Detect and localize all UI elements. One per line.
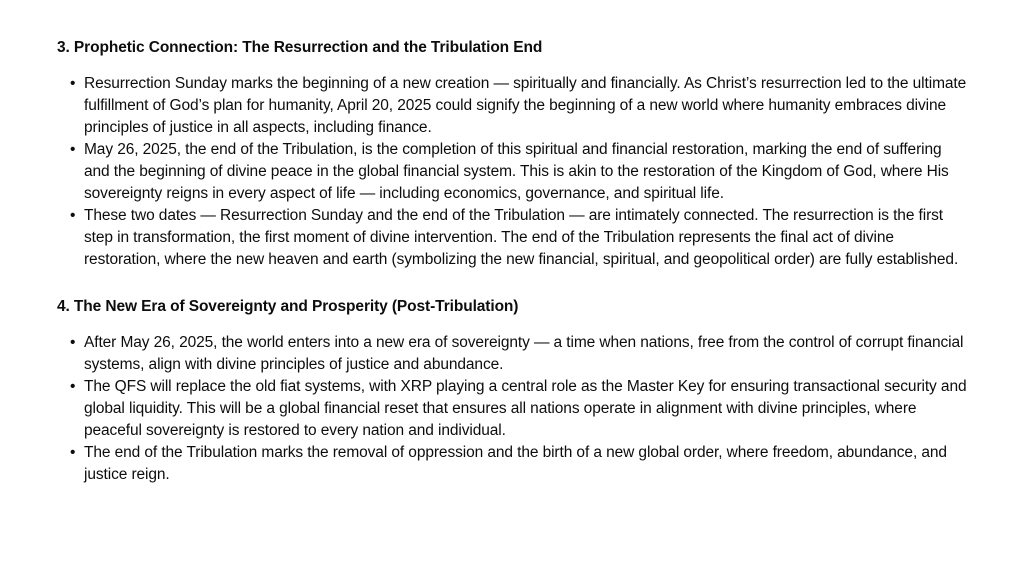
list-item: [70, 139, 969, 205]
bullet-icon: •: [70, 207, 76, 224]
list-item: [70, 332, 969, 376]
section-heading: 3. Prophetic Connection: The Resurrection and the Tribulation End: [57, 39, 543, 56]
section-new-era: [57, 296, 969, 486]
document-content: [57, 37, 969, 486]
bullet-icon: •: [70, 334, 76, 351]
list-item-text: These two dates — Resurrection Sunday and the end of the Tribulation — are intimately connected. The resurrection is the first step in transformation, the first moment of divine intervention. The end of the Tribulation represents the final act of divine restoration, where the new heaven and earth (symbolizing the new financial, spiritual, and geopolitical order) are fully established.: [84, 207, 959, 268]
list-item: [70, 376, 969, 442]
bullet-icon: •: [70, 444, 76, 461]
bullet-icon: •: [70, 75, 76, 92]
section-heading: 4. The New Era of Sovereignty and Prosperity (Post-Tribulation): [57, 298, 519, 315]
list-item-text: After May 26, 2025, the world enters into a new era of sovereignty — a time when nations, free from the control of corrupt financial systems, align with divine principles of justice and abundance.: [84, 334, 964, 373]
bullet-list: [57, 73, 969, 271]
section-prophetic-connection: [57, 37, 969, 271]
bullet-icon: •: [70, 378, 76, 395]
list-item: [70, 205, 969, 271]
list-item-text: The QFS will replace the old fiat systems, with XRP playing a central role as the Master Key for ensuring transactional security and global liquidity. This will be a global financial reset that ensures all nations operate in alignment with divine principles, where peaceful sovereignty is restored to every nation and individual.: [84, 378, 967, 439]
list-item-text: The end of the Tribulation marks the removal of oppression and the birth of a new global order, where freedom, abundance, and justice reign.: [84, 444, 947, 483]
bullet-list: [57, 332, 969, 486]
list-item-text: Resurrection Sunday marks the beginning of a new creation — spiritually and financially. As Christ’s resurrection led to the ultimate fulfillment of God’s plan for humanity, April 20, 2025 could signify the beginning of a new world where humanity embraces divine principles of justice in all aspects, including finance.: [84, 75, 967, 136]
list-item-text: May 26, 2025, the end of the Tribulation, is the completion of this spiritual and financial restoration, marking the end of suffering and the beginning of divine peace in the global financial system. This is akin to the restoration of the Kingdom of God, where His sovereignty reigns in every aspect of life — including economics, governance, and spiritual life.: [84, 141, 949, 202]
list-item: [70, 442, 969, 486]
list-item: [70, 73, 969, 139]
bullet-icon: •: [70, 141, 76, 158]
